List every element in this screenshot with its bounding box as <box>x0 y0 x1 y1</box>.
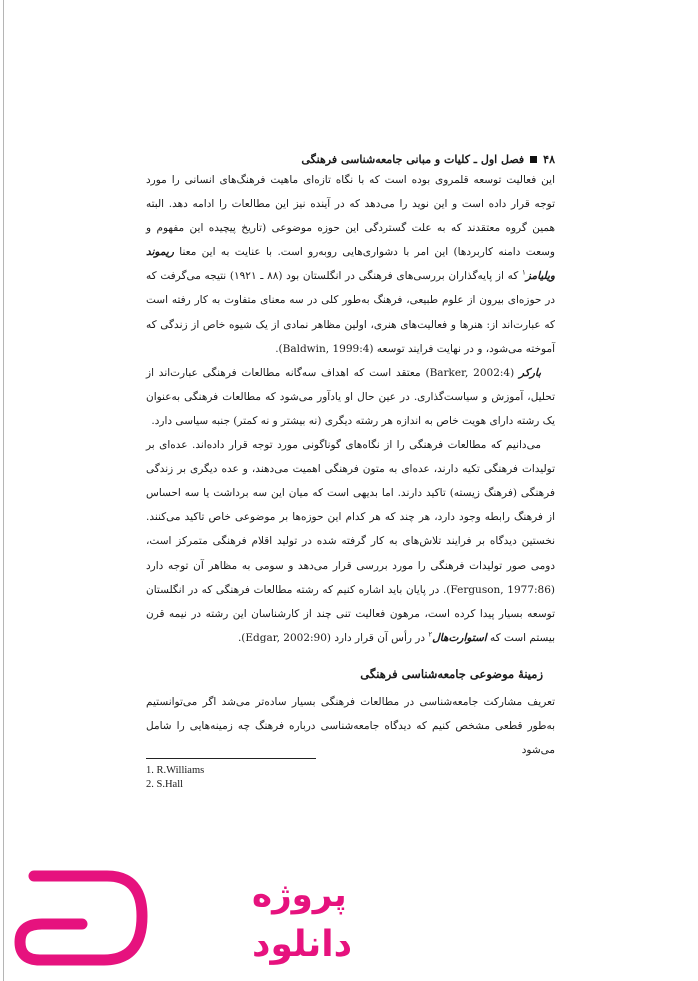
paragraph-3-text-b: . در پایان باید اشاره کنیم که رشته مطالعات فرهنگی که در انگلستان توسعه بسیار پیدا کرده است، مرهون فعالیت تنی چند از کارشناسان این رشته در نیمه قرن بیستم است که <box>146 583 555 644</box>
name-barker: بارکر <box>519 366 542 379</box>
name-williams: ریموند ویلیامز <box>146 246 555 283</box>
page-number: ۴۸ <box>543 152 555 166</box>
paragraph-1 <box>146 168 555 361</box>
paragraph-2 <box>146 361 555 433</box>
chapter-title: فصل اول ـ کلیات و مبانی جامعه‌شناسی فرهنگی <box>301 152 525 166</box>
section-paragraph: تعریف مشارکت جامعه‌شناسی در مطالعات فرهنگی بسیار ساده‌تر می‌شد اگر می‌توانستیم به‌طور قطعی مشخص کنیم که دیدگاه جامعه‌شناسی درباره فرهنگ چه زمینه‌هایی را شامل می‌شود <box>146 695 555 757</box>
running-header <box>146 150 555 168</box>
paragraph-1-text-a: این فعالیت توسعه قلمروی بوده است که با نگاه تازه‌ای ماهیت فرهنگ‌های انسانی را مورد توجه قرار داده است و این نوید را می‌دهد که در آینده نیز این مطالعات را ادامه دهد. البته همین گروه معتقدند که به علت گستردگی این حوزه موضوعی (تاریخ پیچیده این مفهوم و وسعت دامنه کاربردها) این امر با دشواری‌هایی روبه‌رو است. با عنایت به این معنا <box>146 174 555 259</box>
footnote-1: 1. R.Williams <box>146 765 205 776</box>
footnotes <box>146 764 204 792</box>
page-content <box>146 150 555 762</box>
square-bullet-icon <box>530 156 537 163</box>
logo-text-line2: دانلود <box>252 924 353 965</box>
paragraph-3 <box>146 433 555 650</box>
citation-edgar: (Edgar, 2002:90) <box>241 631 332 644</box>
citation-barker: (Barker, 2002:4) <box>425 366 515 379</box>
footnote-2: 2. S.Hall <box>146 779 184 790</box>
watermark-logo <box>12 860 353 975</box>
footnote-ref-2[interactable]: ۲ <box>428 630 433 639</box>
period: . <box>237 631 242 644</box>
footnote-ref-1[interactable]: ۱ <box>521 268 526 277</box>
paragraph-3-text-a: می‌دانیم که مطالعات فرهنگی را از نگاه‌های گوناگونی مورد توجه قرار داده‌اند. عده‌ای بر تولیدات فرهنگی تکیه دارند، عده‌ای به متون فرهنگی اهمیت می‌دهند، و عده دیگری بر زندگی فرهنگی (فرهنگ زیسته) تاکید دارند. اما بدیهی است که میان این سه برداشت یا سه احساس از فرهنگ رابطه وجود دارد، هر چند که هر کدام این حوزه‌ها بر موضوعی خاص تاکید می‌کنند. نخستین دیدگاه بر فرایند تلاش‌های به کار گرفته شده در تولید اقلام فرهنگی متمرکز است، دومی صور تولیدات فرهنگی را مورد بررسی قرار می‌دهد و سومی به مظاهر آن توجه دارد <box>146 439 555 572</box>
page-edge <box>3 0 4 981</box>
footnote-divider <box>146 758 316 759</box>
logo-text-line1: پروژه <box>252 875 347 915</box>
paragraph-2-text: معتقد است که اهداف سه‌گانه مطالعات فرهنگی عبارت‌اند از تحلیل، آموزش و سیاست‌گذاری. در عین حال او یادآور می‌شود که مطالعات فرهنگی به‌عنوان یک رشته دارای هویت خاص به اندازه هر رشته دیگری (نه بیشتر و نه کمتر) جنبه سیاسی دارد. <box>146 366 555 427</box>
section-heading: زمینهٔ موضوعی جامعه‌شناسی فرهنگی <box>360 666 543 681</box>
name-hall: استوارت‌هال <box>432 631 487 644</box>
paragraph-1-text-b: که از پایه‌گذاران بررسی‌های فرهنگی در انگلستان بود (۸۸ ـ ۱۹۲۱) نتیجه می‌گرفت که در حوزه‌ای بیرون از علوم طبیعی، فرهنگ به‌طور کلی در سه معنای متفاوت به کار رفته است که عبارت‌اند از: هنرها و فعالیت‌های هنری، اولین مظاهر نمادی از یک شیوه خاص از زندگی که آموخته می‌شود، و در نهایت فرایند توسعه <box>146 270 555 355</box>
logo-d-mark-icon <box>20 876 142 960</box>
paragraph-3-text-c: در رأس آن قرار دارد <box>334 631 426 644</box>
citation-baldwin: (Baldwin, 1999:4) <box>278 342 374 355</box>
period: . <box>275 342 279 355</box>
citation-ferguson: (Ferguson, 1977:86) <box>446 583 555 596</box>
